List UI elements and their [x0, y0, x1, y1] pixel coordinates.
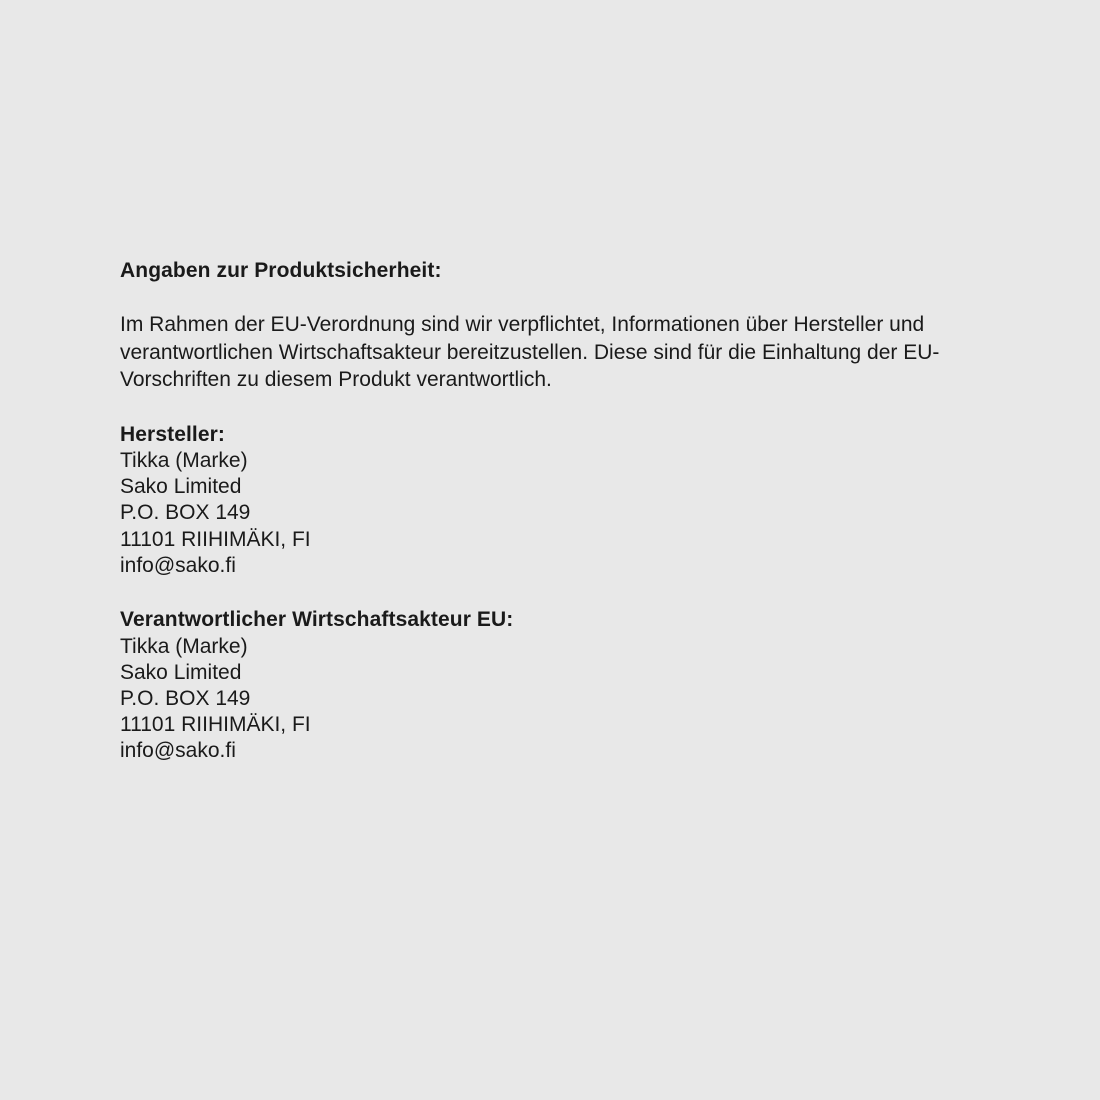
- responsible-operator-line-city: 11101 RIIHIMÄKI, FI: [120, 713, 311, 737]
- manufacturer-block: [120, 394, 980, 580]
- manufacturer-heading: Hersteller:: [120, 422, 225, 446]
- manufacturer-line-brand: Tikka (Marke): [120, 449, 248, 472]
- manufacturer-line-city: 11101 RIIHIMÄKI, FI: [120, 527, 311, 551]
- manufacturer-line-street: P.O. BOX 149: [120, 501, 251, 525]
- responsible-operator-line-email: info@sako.fi: [120, 739, 236, 763]
- page-title: Angaben zur Produktsicherheit:: [120, 259, 442, 282]
- responsible-operator-line-street: P.O. BOX 149: [120, 686, 251, 710]
- document-content: [120, 258, 980, 765]
- intro-paragraph: Im Rahmen der EU-Verordnung sind wir verpflichtet, Informationen über Hersteller und verantwortlichen Wirtschaftsakteur bereitzustellen. Diese sind für die Einhaltung der EU-Vorschriften zu diesem Produkt verantwortlich.: [120, 313, 940, 391]
- manufacturer-line-company: Sako Limited: [120, 475, 242, 499]
- responsible-operator-heading: Verantwortlicher Wirtschaftsakteur EU:: [120, 608, 514, 632]
- manufacturer-line-email: info@sako.fi: [120, 553, 236, 577]
- responsible-operator-block: [120, 579, 980, 765]
- responsible-operator-line-company: Sako Limited: [120, 660, 242, 684]
- responsible-operator-line-brand: Tikka (Marke): [120, 634, 248, 658]
